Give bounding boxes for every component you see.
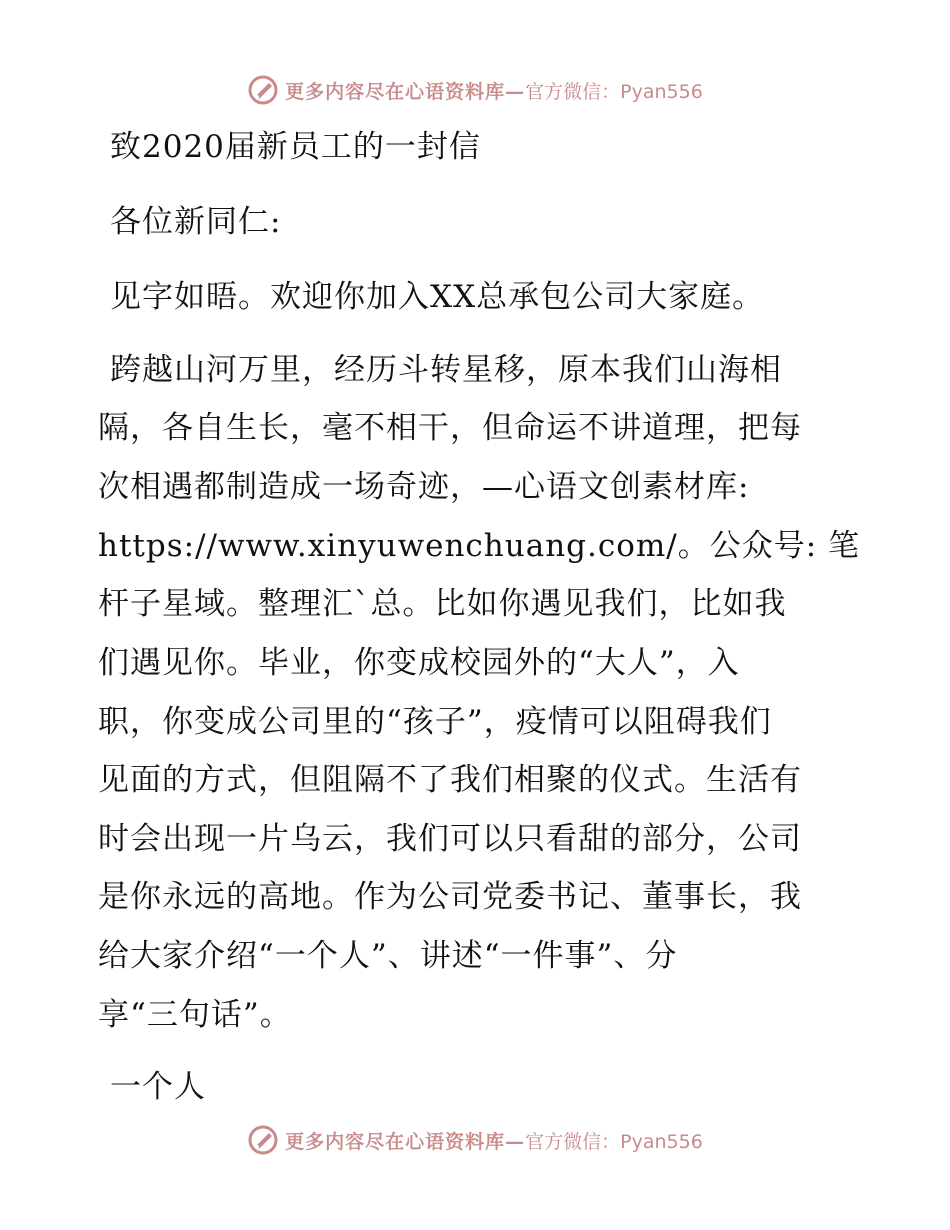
- paragraph-line: https://www.xinyuwenchuang.com/。公众号: 笔: [98, 528, 861, 564]
- footer-banner: [0, 1120, 950, 1160]
- banner-wechat: 官方微信：Pyan556: [525, 80, 703, 103]
- doc-title: 致2020届新员工的一封信: [110, 129, 481, 165]
- doc-salutation: 各位新同仁:: [110, 204, 282, 240]
- banner-wechat: 官方微信：Pyan556: [525, 1130, 703, 1153]
- paragraph-line: 职，你变成公司里的“孩子”，疫情可以阻碍我们: [98, 704, 772, 740]
- paragraph-line: 杆子星域。整理汇`总。比如你遇见我们，比如我: [98, 586, 787, 622]
- banner-text: 更多内容尽在心语资料库—: [285, 1130, 526, 1153]
- brand-logo-icon: [247, 74, 279, 106]
- paragraph-line: 时会出现一片乌云，我们可以只看甜的部分，公司: [98, 821, 802, 857]
- paragraph-line: 跨越山河万里，经历斗转星移，原本我们山海相: [110, 352, 782, 388]
- brand-logo-icon: [247, 1124, 279, 1156]
- paragraph-line: 是你永远的高地。作为公司党委书记、董事长，我: [98, 879, 802, 915]
- paragraph-line: 次相遇都制造成一场奇迹，—心语文创素材库:: [98, 469, 750, 505]
- paragraph-line: 给大家介绍“一个人”、讲述“一件事”、分: [98, 938, 678, 974]
- paragraph-line: 隔，各自生长，毫不相干，但命运不讲道理，把每: [98, 410, 802, 446]
- banner-text: 更多内容尽在心语资料库—: [285, 80, 526, 103]
- paragraph-line: 们遇见你。毕业，你变成校园外的“大人”，入: [98, 645, 740, 681]
- paragraph-line: 享“三句话”。: [98, 997, 292, 1033]
- header-banner: [0, 70, 950, 110]
- paragraph-line: 见面的方式，但阻隔不了我们相聚的仪式。生活有: [98, 762, 802, 798]
- doc-paragraph-1: 见字如晤。欢迎你加入XX总承包公司大家庭。: [110, 279, 765, 315]
- section-heading: 一个人: [110, 1069, 206, 1105]
